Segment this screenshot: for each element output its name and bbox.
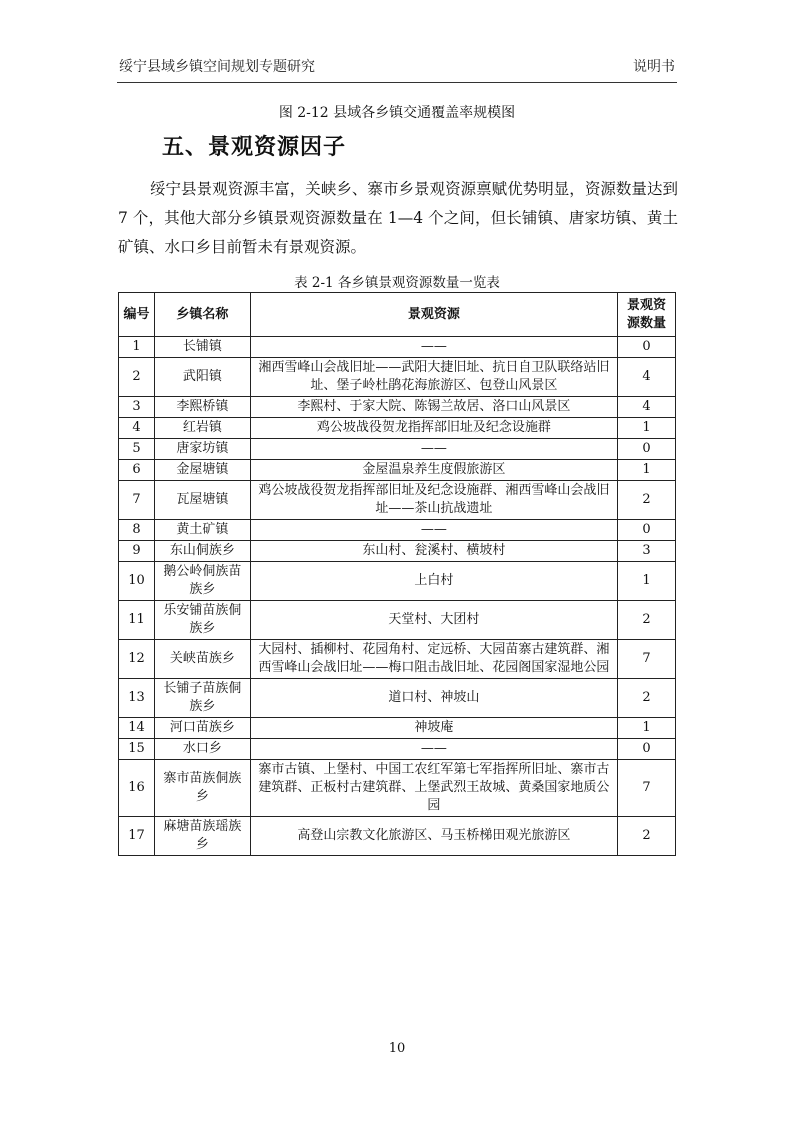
township-name: 水口乡	[154, 739, 250, 760]
row-number: 6	[119, 460, 155, 481]
township-name: 鹅公岭侗族苗族乡	[154, 562, 250, 601]
resource-count: 4	[618, 397, 676, 418]
document-title: 绥宁县域乡镇空间规划专题研究	[119, 59, 315, 75]
township-name: 东山侗族乡	[154, 541, 250, 562]
landscape-resources: 李熙村、于家大院、陈锡兰故居、洛口山风景区	[250, 397, 617, 418]
section-title: 五、景观资源因子	[162, 135, 347, 160]
table-row	[119, 541, 676, 562]
township-name: 长铺子苗族侗族乡	[154, 679, 250, 718]
table-row	[119, 640, 676, 679]
resource-count: 7	[618, 640, 676, 679]
resource-count: 0	[618, 337, 676, 358]
body-paragraph	[118, 175, 678, 262]
landscape-resources: ——	[250, 739, 617, 760]
landscape-resources: 高登山宗教文化旅游区、马玉桥梯田观光旅游区	[250, 817, 617, 856]
resource-count: 4	[618, 358, 676, 397]
landscape-resources: 道口村、神坡山	[250, 679, 617, 718]
header-count: 景观资源数量	[618, 293, 676, 337]
row-number: 11	[119, 601, 155, 640]
table-row	[119, 337, 676, 358]
resource-count: 0	[618, 739, 676, 760]
landscape-resources: 东山村、瓮溪村、横坡村	[250, 541, 617, 562]
township-name: 河口苗族乡	[154, 718, 250, 739]
landscape-resources: 鸡公坡战役贺龙指挥部旧址及纪念设施群、湘西雪峰山会战旧址——茶山抗战遗址	[250, 481, 617, 520]
table-row	[119, 760, 676, 817]
page-header	[117, 56, 677, 83]
resource-count: 0	[618, 439, 676, 460]
table-row	[119, 679, 676, 718]
row-number: 10	[119, 562, 155, 601]
table-row	[119, 520, 676, 541]
township-name: 瓦屋塘镇	[154, 481, 250, 520]
township-name: 红岩镇	[154, 418, 250, 439]
township-name: 长铺镇	[154, 337, 250, 358]
resource-count: 2	[618, 817, 676, 856]
table-row	[119, 460, 676, 481]
landscape-resources: 鸡公坡战役贺龙指挥部旧址及纪念设施群	[250, 418, 617, 439]
table-header-row	[119, 293, 676, 337]
landscape-resources: 寨市古镇、上堡村、中国工农红军第七军指挥所旧址、寨市古建筑群、正板村古建筑群、上堡武烈王故城、黄桑国家地质公园	[250, 760, 617, 817]
row-number: 13	[119, 679, 155, 718]
row-number: 17	[119, 817, 155, 856]
landscape-resources-table	[118, 292, 676, 856]
row-number: 12	[119, 640, 155, 679]
row-number: 5	[119, 439, 155, 460]
table-row	[119, 418, 676, 439]
paragraph-text: 绥宁县景观资源丰富，关峡乡、寨市乡景观资源禀赋优势明显，资源数量达到 7 个，其他大部分乡镇景观资源数量在 1—4 个之间，但长铺镇、唐家坊镇、黄土矿镇、水口乡目前暂未有景观资源。	[118, 180, 678, 256]
row-number: 4	[119, 418, 155, 439]
row-number: 16	[119, 760, 155, 817]
township-name: 关峡苗族乡	[154, 640, 250, 679]
landscape-resources: 上白村	[250, 562, 617, 601]
header-no: 编号	[119, 293, 155, 337]
landscape-resources: 金屋温泉养生度假旅游区	[250, 460, 617, 481]
row-number: 15	[119, 739, 155, 760]
resource-count: 1	[618, 418, 676, 439]
page-number: 10	[388, 1041, 406, 1056]
resource-count: 2	[618, 481, 676, 520]
table-row	[119, 718, 676, 739]
document-type: 说明书	[633, 59, 675, 75]
table-body	[119, 337, 676, 856]
township-name: 乐安铺苗族侗族乡	[154, 601, 250, 640]
row-number: 3	[119, 397, 155, 418]
table-row	[119, 817, 676, 856]
resource-count: 7	[618, 760, 676, 817]
landscape-resources: 大园村、插柳村、花园角村、定远桥、大园苗寨古建筑群、湘西雪峰山会战旧址——梅口阻击战旧址、花园阁国家湿地公园	[250, 640, 617, 679]
table-row	[119, 397, 676, 418]
row-number: 8	[119, 520, 155, 541]
landscape-resources: 湘西雪峰山会战旧址——武阳大捷旧址、抗日自卫队联络站旧址、堡子岭杜鹃花海旅游区、包登山风景区	[250, 358, 617, 397]
township-name: 麻塘苗族瑶族乡	[154, 817, 250, 856]
landscape-resources: 神坡庵	[250, 718, 617, 739]
table-caption: 表 2-1 各乡镇景观资源数量一览表	[294, 275, 500, 291]
resource-count: 3	[618, 541, 676, 562]
table-row	[119, 739, 676, 760]
township-name: 李熙桥镇	[154, 397, 250, 418]
township-name: 黄土矿镇	[154, 520, 250, 541]
township-name: 武阳镇	[154, 358, 250, 397]
resource-count: 0	[618, 520, 676, 541]
table-row	[119, 481, 676, 520]
landscape-resources: ——	[250, 439, 617, 460]
township-name: 寨市苗族侗族乡	[154, 760, 250, 817]
township-name: 金屋塘镇	[154, 460, 250, 481]
landscape-resources: ——	[250, 520, 617, 541]
header-name: 乡镇名称	[154, 293, 250, 337]
table-row	[119, 601, 676, 640]
row-number: 1	[119, 337, 155, 358]
row-number: 2	[119, 358, 155, 397]
landscape-resources: 天堂村、大团村	[250, 601, 617, 640]
row-number: 7	[119, 481, 155, 520]
table-row	[119, 562, 676, 601]
resource-count: 2	[618, 679, 676, 718]
landscape-resources: ——	[250, 337, 617, 358]
resource-count: 2	[618, 601, 676, 640]
table-row	[119, 358, 676, 397]
row-number: 9	[119, 541, 155, 562]
township-name: 唐家坊镇	[154, 439, 250, 460]
resource-count: 1	[618, 460, 676, 481]
header-resources: 景观资源	[250, 293, 617, 337]
resource-count: 1	[618, 718, 676, 739]
table-row	[119, 439, 676, 460]
row-number: 14	[119, 718, 155, 739]
resource-count: 1	[618, 562, 676, 601]
figure-caption: 图 2-12 县域各乡镇交通覆盖率规模图	[278, 105, 516, 121]
